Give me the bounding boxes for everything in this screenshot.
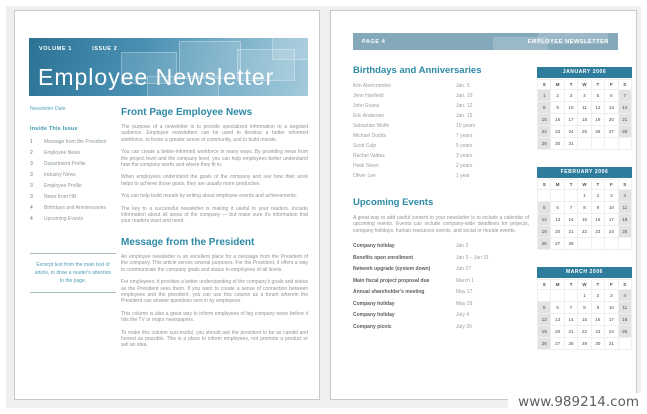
event-name: Company holiday [353,243,395,250]
calendar-day-header: W [578,180,591,190]
toc-label: Department Profile [44,161,86,167]
calendar-day-cell: 3 [605,190,618,202]
calendar-day-cell: 2 [551,90,564,102]
toc-page-number: 3 [30,183,33,189]
calendar-day-cell: 7 [619,90,632,102]
calendar-day-cell: 27 [551,338,564,350]
mini-calendar [537,67,632,150]
birthday-row [353,93,529,103]
calendar-day-cell: 16 [592,214,605,226]
calendar-day-cell: 30 [592,338,605,350]
event-row [353,255,529,267]
calendar-day-cell: 24 [565,126,578,138]
watermark: www.989214.com [508,393,642,411]
birthday-value: Jan. 12 [456,103,473,109]
calendar-day-cell: 8 [538,102,551,114]
toc-page-number: 4 [30,205,33,211]
calendar-day-cell: 6 [551,302,564,314]
calendar-month-title: MARCH 2006 [537,267,632,278]
toc-item [30,161,118,172]
calendar-day-header: T [592,280,605,290]
person-name: John Evans [353,103,380,109]
calendar-day-header: M [551,180,564,190]
event-row [353,324,529,336]
toc-item [30,139,118,150]
toc-label: News from HR [44,194,77,200]
person-name: Kim Abercrombie [353,83,392,89]
toc-label: Upcoming Events [44,216,84,222]
calendar-day-header: W [578,280,591,290]
birthday-row [353,103,529,113]
event-name: Network upgrade (system down) [353,266,431,273]
calendar-day-cell: 3 [565,90,578,102]
birthday-row [353,123,529,133]
calendar-day-cell: 1 [578,190,591,202]
calendar-column [537,67,632,367]
toc-item [30,194,118,205]
calendar-day-cell: 13 [551,314,564,326]
calendar-day-header: S [538,280,551,290]
event-row [353,243,529,255]
calendar-day-cell: 27 [551,238,564,250]
event-name: Company holiday [353,300,395,307]
articles-column [121,107,308,355]
calendar-day-cell: 24 [605,326,618,338]
toc-item [30,205,118,216]
calendar-day-cell [538,290,551,302]
calendar-day-cell: 4 [578,90,591,102]
calendar-day-header: W [578,80,591,90]
calendar-day-header: T [565,180,578,190]
page2-header-bar [353,33,618,50]
toc-label: Employee News [44,150,81,156]
calendar-day-cell: 25 [619,326,632,338]
calendar-day-cell: 6 [605,90,618,102]
calendar-day-cell [578,238,591,250]
calendar-day-cell: 16 [551,114,564,126]
calendar-day-cell: 11 [619,302,632,314]
calendar-day-cell: 1 [578,290,591,302]
calendar-day-cell: 26 [538,238,551,250]
event-date: Jan 3 – Jan 31 [456,254,489,261]
event-name: Company holiday [353,312,395,319]
volume-issue-line [39,46,117,52]
event-row [353,278,529,290]
calendar-day-cell: 10 [605,202,618,214]
calendar-day-cell: 2 [592,190,605,202]
calendar-day-cell [565,190,578,202]
inside-this-issue-title: Inside This Issue [30,126,78,132]
calendar-day-cell: 1 [538,90,551,102]
toc-page-number: 4 [30,216,33,222]
event-date: March 1 [456,277,475,284]
calendar-day-cell: 31 [565,138,578,150]
page2-main-column [353,65,529,335]
calendar-day-cell: 11 [619,202,632,214]
calendar-day-cell [551,290,564,302]
article-paragraph: When employees understand the goals of the company and see how their work helps to achieve those goals, they are usually more productive. [121,174,308,187]
calendar-day-header: M [551,280,564,290]
calendar-day-cell [605,138,618,150]
calendar-day-cell: 17 [605,214,618,226]
calendar-grid [537,279,632,350]
calendar-day-cell: 3 [605,290,618,302]
newsletter-date: Newsletter Date [30,106,66,112]
birthday-value: Jan. 10 [456,93,473,99]
toc-page-number: 1 [30,139,33,145]
calendar-day-cell: 11 [578,102,591,114]
calendar-day-cell: 4 [619,290,632,302]
calendar-day-cell: 19 [538,226,551,238]
calendar-day-cell: 29 [578,338,591,350]
calendar-day-cell [578,138,591,150]
calendar-day-cell: 20 [605,114,618,126]
toc-item [30,183,118,194]
calendar-day-cell: 5 [538,202,551,214]
calendar-day-cell: 15 [578,314,591,326]
calendar-day-cell: 7 [565,302,578,314]
calendar-day-cell: 23 [551,126,564,138]
article-paragraph: An employee newsletter is an excellent place for a message from the President of the company. This article serves several purposes. For the President, it offers a way to communicate the company goals and status to employees of all levels. [121,253,308,273]
mini-calendar [537,167,632,250]
calendar-day-cell: 2 [592,290,605,302]
birthday-value: 1 year [456,173,470,179]
article-paragraph: To make this column successful, you should ask the president to be as candid and honest as possible. This is a place to inform employees, not promote a product or sell an idea. [121,329,308,349]
birthday-row [353,133,529,143]
event-name: Benefits open enrollment [353,254,414,261]
events-list [353,243,529,335]
toc-label: Industry News [44,172,76,178]
event-row [353,289,529,301]
article-paragraph: You can create a better-informed workforce in many ways. By providing news from the project level and the company level, you can help employees better understand how the company works and where they fit in. [121,149,308,169]
calendar-month-title: FEBRUARY 2006 [537,167,632,178]
calendar-day-header: F [605,180,618,190]
calendar-day-header: F [605,80,618,90]
calendar-day-header: T [592,80,605,90]
masthead-banner [29,38,308,96]
calendar-day-cell: 14 [619,102,632,114]
birthday-row [353,173,529,183]
calendar-day-cell: 26 [538,338,551,350]
calendar-day-cell: 19 [592,114,605,126]
events-intro: A great way to add useful content to your newsletter is to include a calendar of upcoming events. Events can include company-wide deadlines for projects, company holidays, human resources events, and social or morale events. [353,215,529,234]
birthdays-list [353,83,529,183]
calendar-day-cell: 12 [592,102,605,114]
event-name: Main fiscal project proposal due [353,277,430,284]
pull-quote: Excerpt text from the main text of article, to draw a reader's attention to the page. [30,253,116,293]
calendar-day-cell: 16 [592,314,605,326]
calendar-grid [537,79,632,150]
article-paragraph: For employees, it provides a better understanding of the company's goals and status as the President sees them. If you want to create a sense of connection between employees and the president, you can use this column as a forum wherein the President can answer questions sent in by employees. [121,279,308,305]
page-number-label: PAGE 4 [362,38,386,45]
calendar-day-header: T [592,180,605,190]
event-row [353,312,529,324]
calendar-day-cell: 28 [565,238,578,250]
person-name: Eric Andersen [353,113,385,119]
person-name: Rachel Valdez [353,153,385,159]
calendar-day-cell: 28 [619,126,632,138]
calendar-day-cell: 13 [551,214,564,226]
person-name: Scott Culp [353,143,377,149]
calendar-day-cell: 21 [565,326,578,338]
calendar-day-cell: 20 [551,326,564,338]
article-paragraph: The purpose of a newsletter is to provide specialized information to a targeted audience. Employee newsletters can be used to develop a better informed workforce, to foster a greater sense of community, and to build morale. [121,124,308,143]
calendar-day-cell: 21 [619,114,632,126]
birthday-value: 7 years [456,133,473,139]
calendar-day-cell [551,190,564,202]
toc-item [30,172,118,183]
calendar-day-cell: 7 [565,202,578,214]
event-date: Jan 2 [456,243,469,250]
calendar-day-cell: 15 [578,214,591,226]
birthday-row [353,153,529,163]
calendar-day-cell [619,338,632,350]
birthday-row [353,83,529,93]
toc-label: Message from the President [44,139,107,145]
toc-page-number: 3 [30,172,33,178]
calendar-day-cell: 17 [565,114,578,126]
calendar-day-cell: 23 [592,226,605,238]
calendar-day-cell [538,190,551,202]
event-date: Jan 27 [456,266,472,273]
calendar-day-cell: 8 [578,302,591,314]
article-heading: Front Page Employee News [121,107,253,118]
calendar-day-cell: 4 [619,190,632,202]
calendar-day-header: T [565,280,578,290]
calendar-day-cell: 21 [565,226,578,238]
birthday-value: 3 years [456,153,473,159]
calendar-day-cell: 23 [592,326,605,338]
banner-decoration [272,38,308,60]
article-paragraph: This column is also a great way to inform employees of big company news before it hits the TV or major newspapers. [121,310,308,324]
article-paragraph: The key to a successful newsletter is making it useful to your readers. Include information about all areas of the company — but make sure it's information that your readers want and need. [121,205,308,225]
calendar-day-cell: 24 [605,226,618,238]
calendar-day-cell: 20 [551,226,564,238]
toc-page-number: 3 [30,161,33,167]
calendar-day-cell: 6 [551,202,564,214]
toc-page-number: 2 [30,150,33,156]
calendar-day-cell: 27 [605,126,618,138]
calendar-day-header: S [619,80,632,90]
toc-item [30,216,118,227]
birthday-row [353,113,529,123]
calendar-day-cell: 10 [565,102,578,114]
calendar-day-header: S [538,80,551,90]
newsletter-title: Employee Newsletter [38,64,275,90]
calendar-day-cell [565,290,578,302]
birthday-row [353,163,529,173]
toc-page-number: 3 [30,194,33,200]
calendar-grid [537,179,632,250]
calendar-day-cell [619,238,632,250]
person-name: Heidi Steen [353,163,379,169]
calendar-day-cell: 26 [592,126,605,138]
issue-label: ISSUE 2 [92,46,118,52]
volume-label: VOLUME 1 [39,46,72,52]
article-heading: Message from the President [121,236,255,248]
person-name: Jenn Hanfield [353,93,384,99]
calendar-day-cell: 22 [578,226,591,238]
events-heading: Upcoming Events [353,197,434,208]
calendar-day-cell: 12 [538,314,551,326]
calendar-day-cell: 18 [619,214,632,226]
event-row [353,266,529,278]
event-date: July 20 [456,323,472,330]
birthday-value: Jan. 5 [456,83,470,89]
calendar-day-cell: 10 [605,302,618,314]
calendar-day-cell: 5 [538,302,551,314]
calendar-day-cell: 22 [578,326,591,338]
toc-label: Birthdays and Anniversaries [44,205,106,211]
calendar-day-cell: 25 [578,126,591,138]
mini-calendar [537,267,632,350]
birthday-value: 2 years [456,163,473,169]
calendar-day-header: F [605,280,618,290]
birthdays-heading: Birthdays and Anniversaries [353,65,482,76]
toc-item [30,150,118,161]
calendar-day-cell: 13 [605,102,618,114]
event-name: Annual shareholder's meeting [353,289,425,296]
calendar-day-cell: 28 [565,338,578,350]
newsletter-name-label: EMPLOYEE NEWSLETTER [527,38,609,45]
calendar-day-cell [619,138,632,150]
birthday-value: 10 years [456,123,476,129]
newsletter-page-2 [330,10,637,400]
calendar-day-cell: 9 [551,102,564,114]
calendar-day-cell [605,238,618,250]
calendar-day-cell: 17 [605,314,618,326]
article-paragraph: You can help build morale by writing about employee events and achievements. [121,193,298,200]
person-name: Oliver Lee [353,173,376,179]
calendar-day-cell: 14 [565,214,578,226]
birthday-value: Jan. 15 [456,113,473,119]
calendar-day-cell: 12 [538,214,551,226]
calendar-day-cell: 9 [592,302,605,314]
calendar-month-title: JANUARY 2006 [537,67,632,78]
toc-label: Employee Profile [44,183,82,189]
event-row [353,301,529,313]
calendar-day-cell: 29 [538,138,551,150]
person-name: Sebastian Wolfe [353,123,390,129]
calendar-day-cell: 25 [619,226,632,238]
calendar-day-cell: 9 [592,202,605,214]
calendar-day-cell: 18 [578,114,591,126]
event-name: Company picnic [353,323,392,330]
calendar-day-cell [592,138,605,150]
table-of-contents [30,139,118,227]
calendar-day-cell: 15 [538,114,551,126]
event-date: July 4 [456,312,470,319]
calendar-day-cell: 22 [538,126,551,138]
calendar-day-cell: 19 [538,326,551,338]
calendar-day-header: S [538,180,551,190]
calendar-day-cell: 31 [605,338,618,350]
birthday-value: 5 years [456,143,473,149]
calendar-day-cell [592,238,605,250]
calendar-day-cell: 18 [619,314,632,326]
calendar-day-header: S [619,180,632,190]
calendar-day-cell: 30 [551,138,564,150]
inside-this-issue-sidebar [30,126,118,293]
calendar-day-cell: 8 [578,202,591,214]
calendar-day-header: S [619,280,632,290]
event-date: May 29 [456,300,473,307]
birthday-row [353,143,529,153]
calendar-day-header: M [551,80,564,90]
newsletter-page-1 [14,10,320,400]
person-name: Michael Dodds [353,133,387,139]
calendar-day-header: T [565,80,578,90]
calendar-day-cell: 5 [592,90,605,102]
event-date: May 17 [456,289,473,296]
calendar-day-cell: 14 [565,314,578,326]
